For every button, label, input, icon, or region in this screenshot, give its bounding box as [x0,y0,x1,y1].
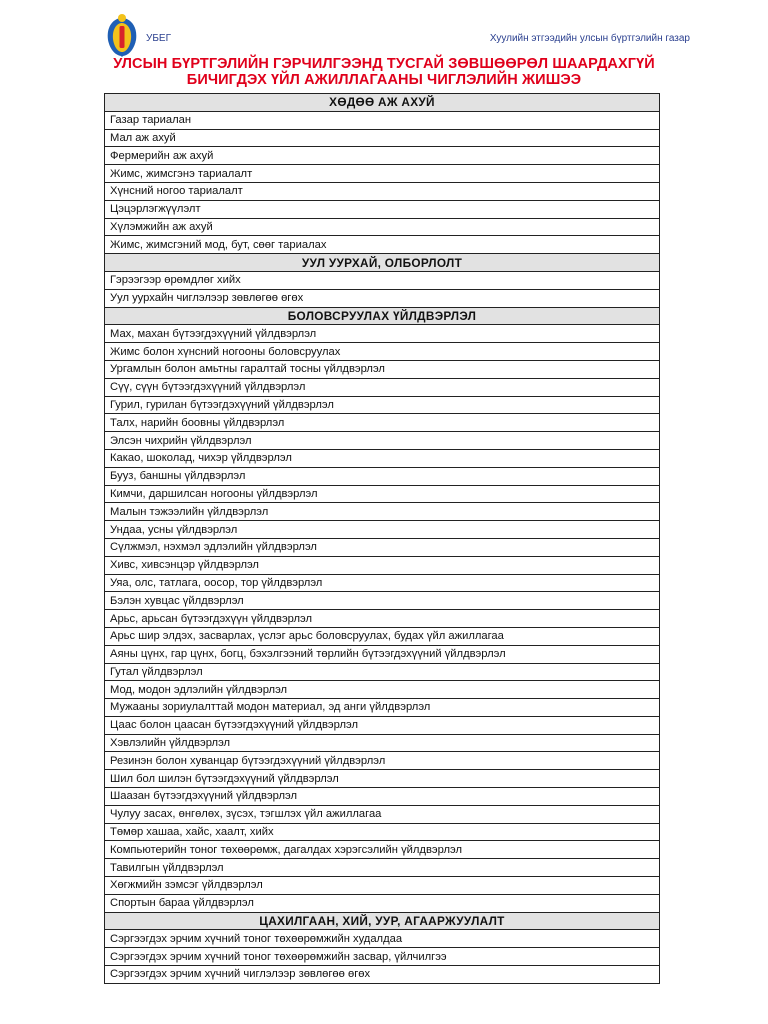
table-row [105,218,660,236]
table-row [105,236,660,254]
title-line-2: БИЧИГДЭХ ҮЙЛ АЖИЛЛАГААНЫ ЧИГЛЭЛИЙН ЖИШЭЭ [186,72,582,88]
activity-cell: Мал аж ахуй [105,129,660,147]
activity-cell: Малын тэжээлийн үйлдвэрлэл [105,503,660,521]
table-row [105,681,660,699]
activity-cell: Сэргээгдэх эрчим хүчний чиглэлээр зөвлөгөө өгөх [105,966,660,984]
activity-cell: Арьс шир элдэх, засварлах, үслэг арьс боловсруулах, будах үйл ажиллагаа [105,627,660,645]
table-row [105,610,660,628]
table-row [105,859,660,877]
activity-cell: Чулуу засах, өнгөлөх, зүсэх, тэгшлэх үйл ажиллагаа [105,805,660,823]
table-row [105,165,660,183]
activity-cell: Цаас болон цаасан бүтээгдэхүүний үйлдвэрлэл [105,716,660,734]
table-row [105,877,660,895]
activity-cell: Спортын бараа үйлдвэрлэл [105,894,660,912]
table-row [105,485,660,503]
activity-cell: Кимчи, даршилсан ногооны үйлдвэрлэл [105,485,660,503]
table-row [105,805,660,823]
section-header-row [105,912,660,930]
activity-cell: Ургамлын болон амьтны гаралтай тосны үйлдвэрлэл [105,360,660,378]
activity-cell: Аяны цүнх, гар цүнх, богц, бэхэлгээний төрлийн бүтээгдэхүүний үйлдвэрлэл [105,645,660,663]
table-row [105,645,660,663]
activity-cell: Какао, шоколад, чихэр үйлдвэрлэл [105,449,660,467]
activity-cell: Гэрээгээр өрөмдлөг хийх [105,271,660,289]
activity-cell: Ундаа, усны үйлдвэрлэл [105,521,660,539]
table-row [105,432,660,450]
org-full-name: Хуулийн этгээдийн улсын бүртгэлийн газар [489,33,690,44]
table-row [105,467,660,485]
table-row [105,823,660,841]
activity-cell: Тавилгын үйлдвэрлэл [105,859,660,877]
table-row [105,325,660,343]
org-short-name: УБЕГ [146,33,171,44]
activity-cell: Хөгжмийн зэмсэг үйлдвэрлэл [105,877,660,895]
activity-cell: Хэвлэлийн үйлдвэрлэл [105,734,660,752]
table-row [105,556,660,574]
table-row [105,289,660,307]
activity-cell: Компьютерийн тоног төхөөрөмж, дагалдах хэрэгсэлийн үйлдвэрлэл [105,841,660,859]
activity-cell: Шил бол шилэн бүтээгдэхүүний үйлдвэрлэл [105,770,660,788]
section-header-row [105,254,660,272]
activity-cell: Бэлэн хувцас үйлдвэрлэл [105,592,660,610]
table-row [105,449,660,467]
page-header [0,0,768,58]
table-row [105,129,660,147]
activity-cell: Хүнсний ногоо тариалалт [105,182,660,200]
activity-cell: Мод, модон эдлэлийн үйлдвэрлэл [105,681,660,699]
section-heading: БОЛОВСРУУЛАХ ҮЙЛДВЭРЛЭЛ [105,307,660,325]
table-row [105,360,660,378]
activity-cell: Бууз, баншны үйлдвэрлэл [105,467,660,485]
table-row [105,111,660,129]
table-row [105,752,660,770]
activity-cell: Газар тариалан [105,111,660,129]
table-row [105,788,660,806]
table-row [105,734,660,752]
table-row [105,396,660,414]
table-row [105,948,660,966]
table-row [105,699,660,717]
table-row [105,663,660,681]
section-heading: УУЛ УУРХАЙ, ОЛБОРЛОЛТ [105,254,660,272]
activity-cell: Резинэн болон хуванцар бүтээгдэхүүний үйлдвэрлэл [105,752,660,770]
activity-cell: Мах, махан бүтээгдэхүүний үйлдвэрлэл [105,325,660,343]
activity-table [104,93,660,984]
activity-cell: Уул уурхайн чиглэлээр зөвлөгөө өгөх [105,289,660,307]
activity-cell: Жимс болон хүнсний ногооны боловсруулах [105,343,660,361]
table-row [105,147,660,165]
section-heading: ХӨДӨӨ АЖ АХУЙ [105,94,660,112]
activity-cell: Сүү, сүүн бүтээгдэхүүний үйлдвэрлэл [105,378,660,396]
activity-table-body [105,94,660,984]
table-row [105,538,660,556]
activity-cell: Жимс, жимсгэний мод, бут, сөөг тариалах [105,236,660,254]
activity-cell: Төмөр хашаа, хайс, хаалт, хийх [105,823,660,841]
table-row [105,343,660,361]
table-row [105,930,660,948]
table-row [105,592,660,610]
activity-cell: Уяа, олс, татлага, оосор, тор үйлдвэрлэл [105,574,660,592]
title-line-1: УЛСЫН БҮРТГЭЛИЙН ГЭРЧИЛГЭЭНД ТУСГАЙ ЗӨВШӨӨРӨЛ ШААРДАХГҮЙ [113,56,655,72]
table-row [105,503,660,521]
section-header-row [105,307,660,325]
table-row [105,271,660,289]
table-row [105,200,660,218]
emblem-logo-icon [104,12,140,58]
activity-cell: Хивс, хивсэнцэр үйлдвэрлэл [105,556,660,574]
activity-cell: Хүлэмжийн аж ахуй [105,218,660,236]
activity-cell: Элсэн чихрийн үйлдвэрлэл [105,432,660,450]
activity-cell: Гутал үйлдвэрлэл [105,663,660,681]
table-row [105,627,660,645]
table-row [105,182,660,200]
activity-cell: Жимс, жимсгэнэ тариалалт [105,165,660,183]
section-header-row [105,94,660,112]
table-row [105,770,660,788]
activity-cell: Сэргээгдэх эрчим хүчний тоног төхөөрөмжийн худалдаа [105,930,660,948]
table-row [105,574,660,592]
table-row [105,716,660,734]
activity-cell: Гурил, гурилан бүтээгдэхүүний үйлдвэрлэл [105,396,660,414]
activity-cell: Арьс, арьсан бүтээгдэхүүн үйлдвэрлэл [105,610,660,628]
activity-cell: Фермерийн аж ахуй [105,147,660,165]
table-row [105,894,660,912]
table-row [105,966,660,984]
table-row [105,378,660,396]
activity-cell: Мужааны зориулалттай модон материал, эд анги үйлдвэрлэл [105,699,660,717]
activity-cell: Сүлжмэл, нэхмэл эдлэлийн үйлдвэрлэл [105,538,660,556]
activity-cell: Шаазан бүтээгдэхүүний үйлдвэрлэл [105,788,660,806]
activity-cell: Талх, нарийн боовны үйлдвэрлэл [105,414,660,432]
activity-cell: Цэцэрлэгжүүлэлт [105,200,660,218]
table-row [105,414,660,432]
table-row [105,841,660,859]
page-title [100,56,668,88]
activity-cell: Сэргээгдэх эрчим хүчний тоног төхөөрөмжийн засвар, үйлчилгээ [105,948,660,966]
section-heading: ЦАХИЛГААН, ХИЙ, УУР, АГААРЖУУЛАЛТ [105,912,660,930]
table-row [105,521,660,539]
